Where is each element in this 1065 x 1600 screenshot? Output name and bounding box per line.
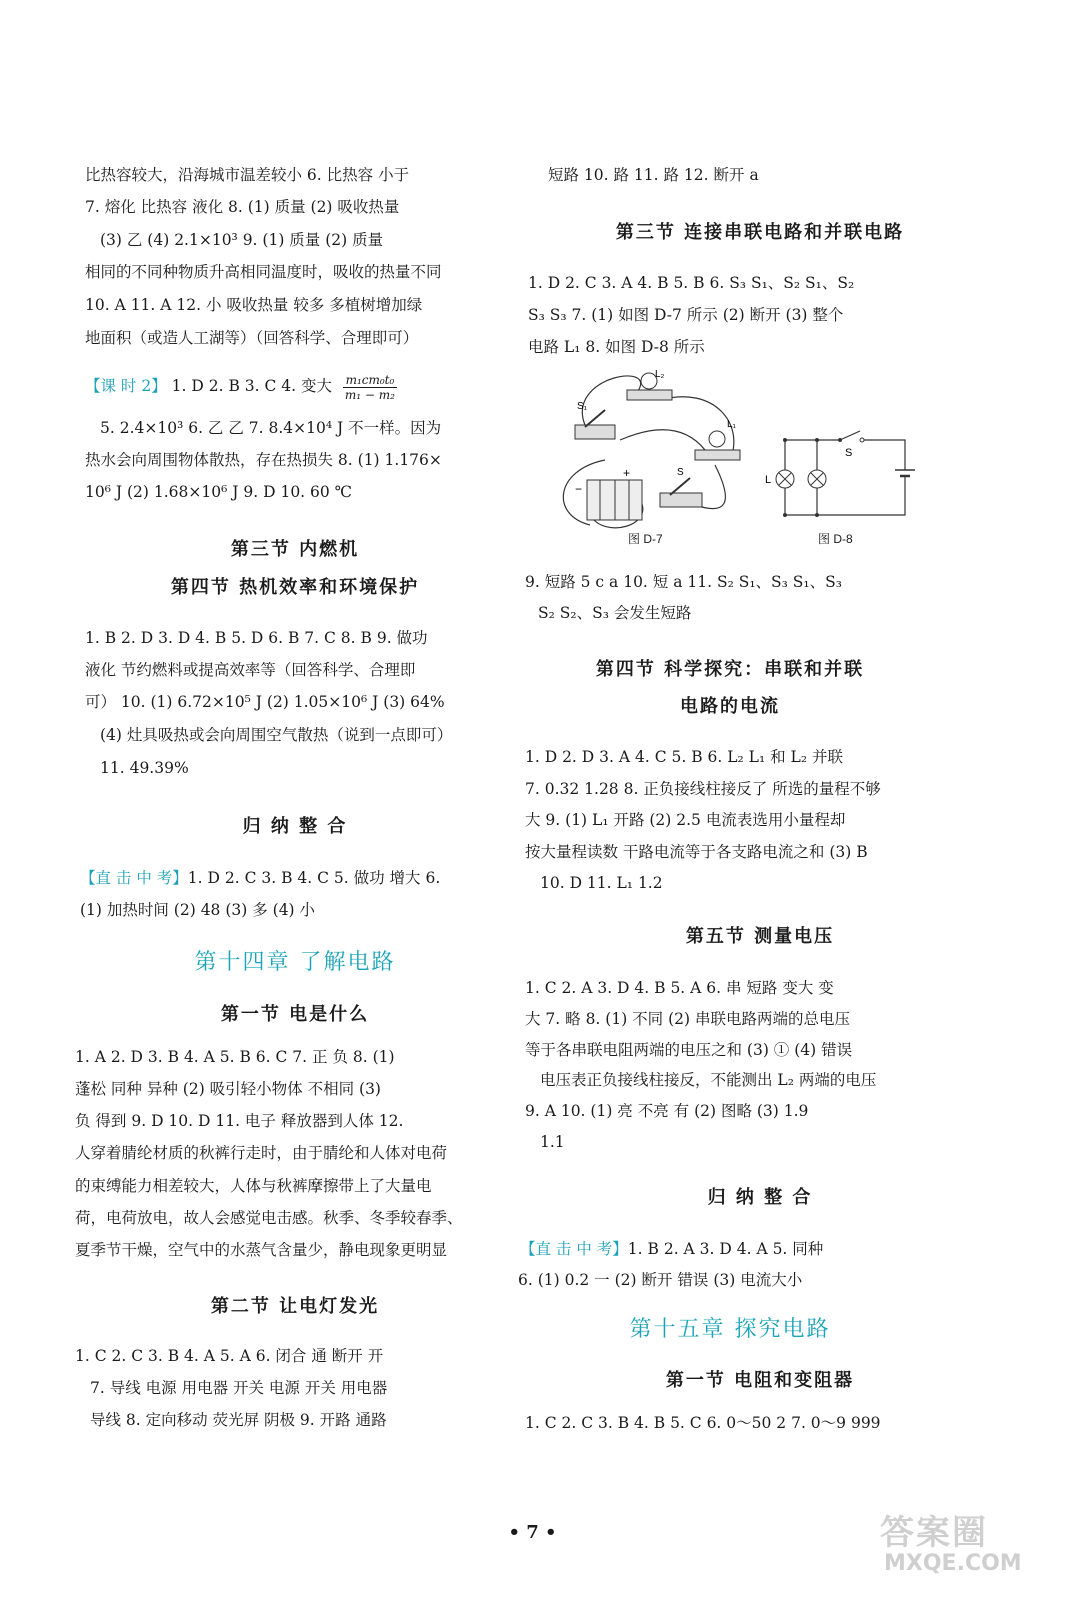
bulb-glass xyxy=(709,431,725,447)
figure-d7 xyxy=(545,365,760,545)
section-heading: 第一节 电是什么 xyxy=(220,1004,370,1025)
text-line: 导线 8. 定向移动 荧光屏 阴极 9. 开路 通路 xyxy=(90,1411,387,1429)
text-line: 等于各串联电阻两端的电压之和 (3) ① (4) 错误 xyxy=(525,1041,853,1059)
watermark-text: 答案圈 xyxy=(880,1513,988,1553)
zhiji-text: 1. B 2. A 3. D 4. A 5. 同种 xyxy=(627,1240,824,1258)
text-line: (3) 乙 (4) 2.1×10³ 9. (1) 质量 (2) 质量 xyxy=(100,231,384,249)
text-line: 7. 导线 电源 用电器 开关 电源 开关 用电器 xyxy=(90,1379,388,1397)
text-line: 人穿着腈纶材质的秋裤行走时，由于腈纶和人体对电荷 xyxy=(75,1144,448,1162)
label-l: L xyxy=(765,474,772,486)
text-line: 负 得到 9. D 10. D 11. 电子 释放器到人体 12. xyxy=(75,1112,404,1130)
zhiji-line xyxy=(80,868,440,888)
section-heading: 第一节 电阻和变阻器 xyxy=(665,1370,855,1391)
switch-lever xyxy=(670,478,690,495)
watermark-url: MXQE.COM xyxy=(884,1551,1022,1576)
text-line: 11. 49.39% xyxy=(100,759,189,777)
bulb-base xyxy=(695,450,740,460)
watermark-logo xyxy=(880,1505,1050,1580)
text-line: 夏季节干燥，空气中的水蒸气含量少，静电现象更明显 xyxy=(75,1241,448,1259)
text-line: 蓬松 同种 异种 (2) 吸引轻小物体 不相同 (3) xyxy=(75,1080,381,1098)
text-line: 相同的不同种物质升高相同温度时，吸收的热量不同 xyxy=(85,263,442,281)
text-line: 6. (1) 0.2 一 (2) 断开 错误 (3) 电流大小 xyxy=(518,1271,803,1289)
section-heading: 第三节 内燃机 xyxy=(230,539,360,560)
section-heading: 电路的电流 xyxy=(680,696,780,717)
text-line: 10. D 11. L₁ 1.2 xyxy=(540,874,663,892)
summary-heading: 归 纳 整 合 xyxy=(242,816,348,837)
label-s: S xyxy=(677,467,684,478)
wire xyxy=(620,430,705,450)
text-line: 5. 2.4×10³ 6. 乙 乙 7. 8.4×10⁴ J 不一样。因为 xyxy=(100,419,442,437)
text-line: 电路 L₁ 8. 如图 D-8 所示 xyxy=(528,338,705,356)
label-plus: + xyxy=(623,466,631,480)
chapter-title: 第十五章 探究电路 xyxy=(629,1317,831,1342)
switch-lever xyxy=(585,410,605,427)
text-line: (4) 灶具吸热或会向周围空气散热（说到一点即可） xyxy=(100,726,453,744)
text-line: 按大量程读数 干路电流等于各支路电流之和 (3) B xyxy=(525,843,868,861)
label-l1: L₁ xyxy=(727,419,736,430)
text-line: S₂ S₂、S₃ 会发生短路 xyxy=(538,604,692,622)
keshi2-line xyxy=(85,370,397,402)
section-heading: 第五节 测量电压 xyxy=(685,926,835,947)
junction xyxy=(783,513,787,517)
section-heading: 第四节 科学探究：串联和并联 xyxy=(595,659,865,680)
keshi2-text: 1. D 2. B 3. C 4. 变大 xyxy=(171,377,332,395)
text-line: 10⁶ J (2) 1.68×10⁶ J 9. D 10. 60 ℃ xyxy=(85,483,353,501)
fraction-denominator: m₁ − m₂ xyxy=(344,387,395,402)
text-line: 7. 0.32 1.28 8. 正负接线柱接反了 所选的量程不够 xyxy=(525,780,881,798)
keshi2-tag: 【课 时 2】 xyxy=(85,377,167,395)
label-s1: S₁ xyxy=(577,401,588,412)
switch-contact xyxy=(860,438,864,442)
figure-d8 xyxy=(765,430,925,530)
text-line: 1. C 2. C 3. B 4. B 5. C 6. 0～50 2 7. 0～9 999 xyxy=(525,1414,881,1432)
text-line: 荷，电荷放电，故人会感觉电击感。秋季、冬季较春季、 xyxy=(75,1209,463,1227)
junction xyxy=(815,438,819,442)
switch-pivot xyxy=(838,438,842,442)
zhiji-tag: 【直 击 中 考】 xyxy=(520,1240,628,1258)
text-line: 1.1 xyxy=(540,1133,565,1151)
text-line: 热水会向周围物体散热，存在热损失 8. (1) 1.176× xyxy=(85,451,442,469)
text-line: 的束缚能力相差较大，人体与秋裤摩擦带上了大量电 xyxy=(75,1177,432,1195)
junction xyxy=(783,438,787,442)
section-heading: 第三节 连接串联电路和并联电路 xyxy=(615,222,905,243)
zhiji-line xyxy=(520,1239,823,1259)
label-s: S xyxy=(845,447,853,459)
switch-s1 xyxy=(575,410,615,439)
switch-base xyxy=(575,425,615,439)
chapter-title: 第十四章 了解电路 xyxy=(194,950,396,975)
fraction-numerator: m₁cm₀t₀ xyxy=(343,373,397,388)
wire xyxy=(864,440,905,470)
switch-arm xyxy=(840,431,860,440)
text-line: 大 9. (1) L₁ 开路 (2) 2.5 电流表选用小量程却 xyxy=(525,811,846,829)
battery xyxy=(587,480,642,520)
text-line: 1. C 2. C 3. B 4. A 5. A 6. 闭合 通 断开 开 xyxy=(75,1347,384,1365)
text-line: 短路 10. 路 11. 路 12. 断开 a xyxy=(548,166,759,184)
switch-base xyxy=(660,493,702,507)
label-minus: − xyxy=(575,482,583,496)
text-line: 1. C 2. A 3. D 4. B 5. A 6. 串 短路 变大 变 xyxy=(525,979,834,997)
text-line: 液化 节约燃料或提高效率等（回答科学、合理即 xyxy=(85,661,416,679)
text-line: 10. A 11. A 12. 小 吸收热量 较多 多植树增加绿 xyxy=(85,296,423,314)
section-heading: 第二节 让电灯发光 xyxy=(210,1296,380,1317)
junction xyxy=(815,513,819,517)
zhiji-tag: 【直 击 中 考】 xyxy=(80,869,188,887)
text-line: 7. 熔化 比热容 液化 8. (1) 质量 (2) 吸收热量 xyxy=(85,198,400,216)
text-line: 地面积（或造人工湖等）（回答科学、合理即可） xyxy=(85,329,419,347)
bulb-base xyxy=(627,390,672,400)
text-line: (1) 加热时间 (2) 48 (3) 多 (4) 小 xyxy=(80,901,316,919)
section-heading: 第四节 热机效率和环境保护 xyxy=(170,577,420,598)
page-number: • 7 • xyxy=(508,1522,557,1543)
text-line: 比热容较大，沿海城市温差较小 6. 比热容 小于 xyxy=(85,166,410,184)
zhiji-text: 1. D 2. C 3. B 4. C 5. 做功 增大 6. xyxy=(187,869,441,887)
text-line: 9. A 10. (1) 亮 不亮 有 (2) 图略 (3) 1.9 xyxy=(525,1102,809,1120)
formula-fraction xyxy=(343,373,397,402)
label-l2: L₂ xyxy=(655,369,665,380)
text-line: 1. D 2. C 3. A 4. B 5. B 6. S₃ S₁、S₂ S₁、S₂ xyxy=(528,274,855,292)
text-line: 可） 10. (1) 6.72×10⁵ J (2) 1.05×10⁶ J (3) 64% xyxy=(85,693,445,711)
switch-s xyxy=(660,478,702,507)
text-line: 1. B 2. D 3. D 4. B 5. D 6. B 7. C 8. B 9. 做功 xyxy=(85,629,428,647)
text-line: 1. A 2. D 3. B 4. A 5. B 6. C 7. 正 负 8. (1) xyxy=(75,1048,395,1066)
figure-caption: 图 D-7 xyxy=(628,532,663,546)
text-line: 1. D 2. D 3. A 4. C 5. B 6. L₂ L₁ 和 L₂ 并联 xyxy=(525,748,843,766)
text-line: 9. 短路 5 c a 10. 短 a 11. S₂ S₁、S₃ S₁、S₃ xyxy=(525,573,842,591)
summary-heading: 归 纳 整 合 xyxy=(707,1187,813,1208)
text-line: 电压表正负接线柱接反，不能测出 L₂ 两端的电压 xyxy=(540,1071,877,1089)
figure-caption: 图 D-8 xyxy=(818,532,853,546)
text-line: 大 7. 略 8. (1) 不同 (2) 串联电路两端的总电压 xyxy=(525,1010,850,1028)
text-line: S₃ S₃ 7. (1) 如图 D-7 所示 (2) 断开 (3) 整个 xyxy=(528,306,844,324)
